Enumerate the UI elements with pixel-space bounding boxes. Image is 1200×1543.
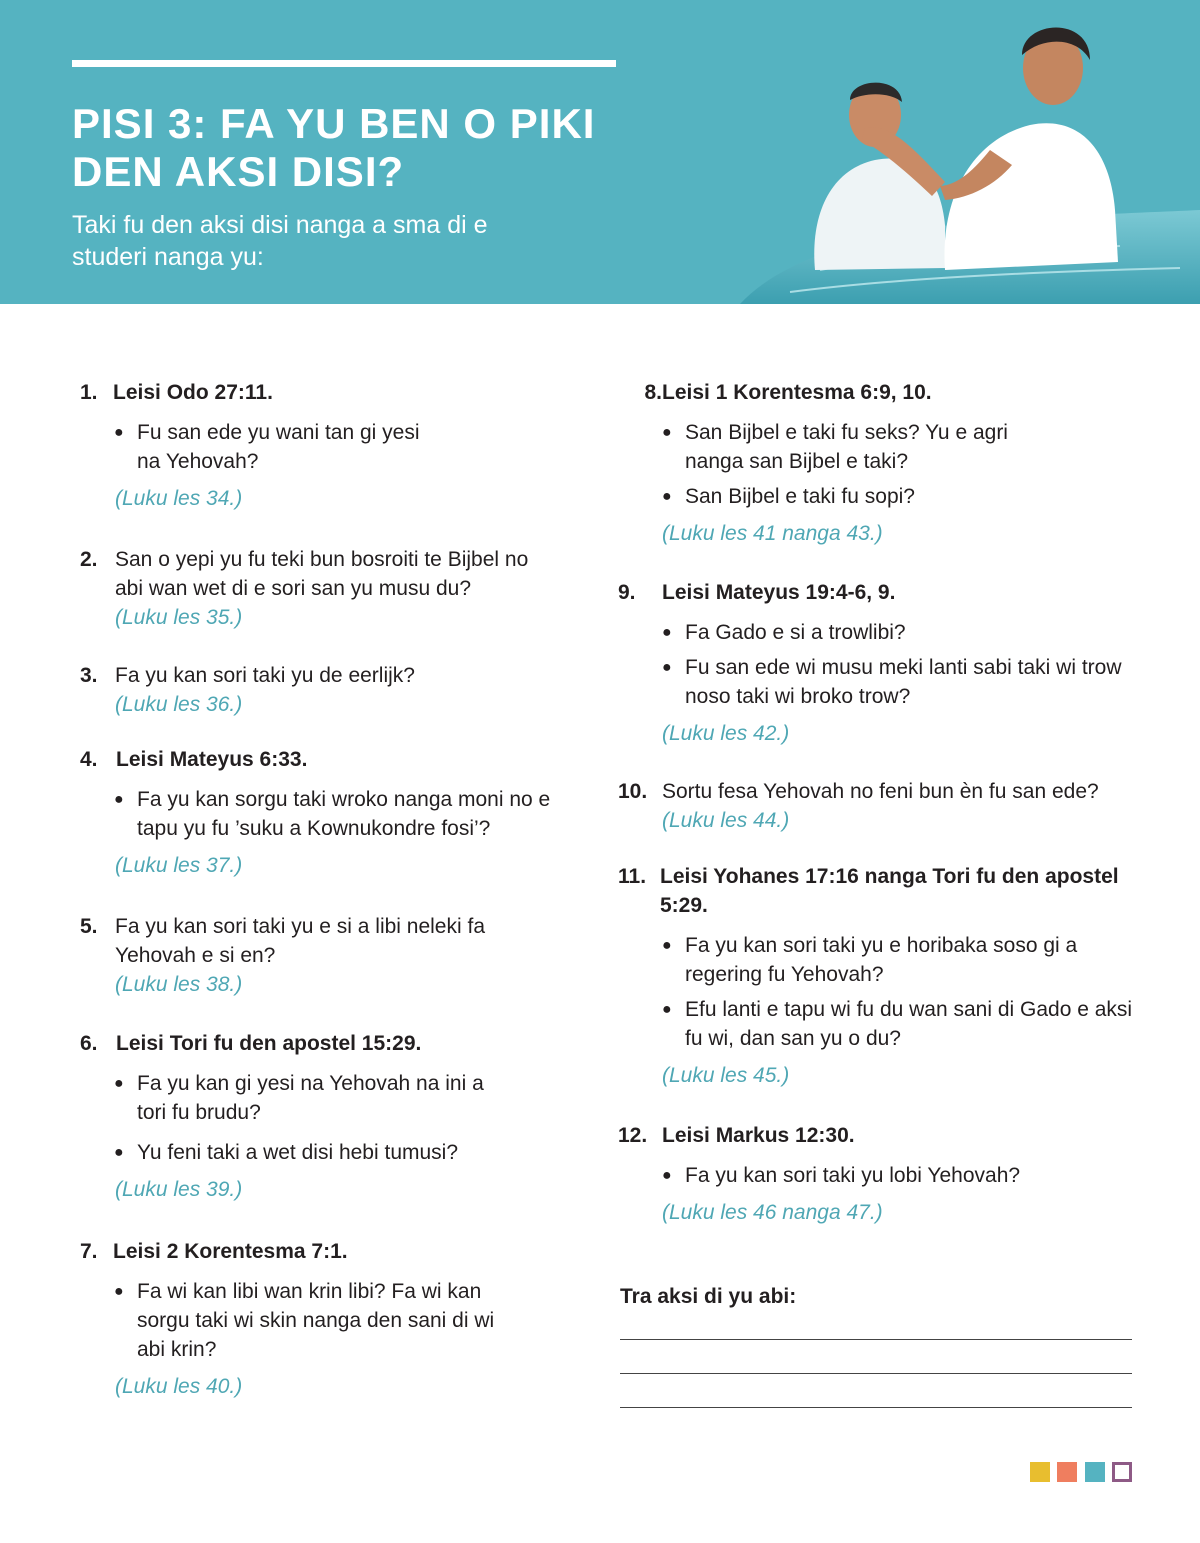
question-number: 10. [618, 780, 648, 803]
question-number: 2. [80, 548, 98, 571]
lesson-reference: (Luku les 35.) [115, 606, 243, 629]
question-number: 3. [80, 664, 98, 687]
lesson-reference: (Luku les 46 nanga 47.) [662, 1201, 883, 1224]
question-item [618, 1121, 1138, 1227]
other-questions-heading: Tra aksi di yu abi: [620, 1285, 797, 1308]
bullet-item: ● Fu san ede wi musu meki lanti sabi taki wi trow noso taki wi broko trow? [662, 656, 1122, 708]
question-number: 5. [80, 915, 98, 938]
bullet-item: ● Yu feni taki a wet disi hebi tumusi? [114, 1141, 459, 1164]
header-rule [72, 60, 616, 67]
question-text: San o yepi yu fu teki bun bosroiti te Bijbel no abi wan wet di e sori san yu musu du? [115, 548, 529, 600]
question-text: Leisi Tori fu den apostel 15:29. [116, 1032, 422, 1055]
progress-square-filled [1085, 1462, 1105, 1482]
lesson-reference: (Luku les 40.) [115, 1375, 243, 1398]
lesson-reference: (Luku les 42.) [662, 722, 790, 745]
bullet-item: ● Fu san ede yu wani tan gi yesi na Yehovah? [114, 421, 420, 473]
answer-line[interactable] [620, 1339, 1132, 1340]
question-number: 8. [644, 381, 662, 404]
question-item [618, 862, 1138, 1090]
question-text: Leisi Yohanes 17:16 nanga Tori fu den apostel 5:29. [660, 865, 1119, 917]
question-item [80, 378, 580, 513]
question-item [618, 378, 1138, 548]
bullet-item: ● Fa yu kan gi yesi na Yehovah na ini a tori fu brudu? [114, 1072, 484, 1124]
lesson-reference: (Luku les 39.) [115, 1178, 243, 1201]
bullet-item: ● Fa wi kan libi wan krin libi? Fa wi kan sorgu taki wi skin nanga den sani di wi abi krin? [114, 1280, 495, 1361]
question-text: Leisi 2 Korentesma 7:1. [113, 1240, 348, 1263]
question-text: Leisi Mateyus 19:4-6, 9. [662, 581, 896, 604]
question-item [618, 777, 1138, 835]
lesson-reference: (Luku les 45.) [662, 1064, 790, 1087]
bullet-item: ● Fa yu kan sori taki yu lobi Yehovah? [662, 1164, 1021, 1187]
lesson-reference: (Luku les 41 nanga 43.) [662, 522, 883, 545]
question-item [80, 912, 580, 999]
question-text: Fa yu kan sori taki yu de eerlijk? [115, 664, 415, 687]
question-item [618, 578, 1138, 748]
question-number: 1. [80, 381, 98, 404]
lesson-reference: (Luku les 36.) [115, 693, 243, 716]
answer-line[interactable] [620, 1373, 1132, 1374]
question-item [80, 745, 580, 880]
question-text: Fa yu kan sori taki yu e si a libi neleki fa Yehovah e si en? [115, 915, 486, 967]
progress-square-filled [1057, 1462, 1077, 1482]
lesson-reference: (Luku les 37.) [115, 854, 243, 877]
question-number: 7. [80, 1240, 98, 1263]
question-number: 12. [618, 1124, 648, 1147]
bullet-item: ● Fa Gado e si a trowlibi? [662, 621, 906, 644]
progress-square-empty [1112, 1462, 1132, 1482]
question-item [80, 1237, 580, 1401]
bullet-item: ● Fa yu kan sorgu taki wroko nanga moni no e tapu yu fu ’suku a Kownukondre fosi’? [114, 788, 551, 840]
question-text: Leisi Odo 27:11. [113, 381, 273, 404]
question-item [80, 661, 580, 719]
question-number: 4. [80, 748, 98, 771]
question-text: Leisi Markus 12:30. [662, 1124, 855, 1147]
question-text: Leisi Mateyus 6:33. [116, 748, 308, 771]
question-item [80, 545, 580, 632]
question-number: 11. [618, 865, 647, 888]
bullet-item: ● San Bijbel e taki fu seks? Yu e agri nanga san Bijbel e taki? [662, 421, 1008, 473]
bullet-item: ● Fa yu kan sori taki yu e horibaka soso gi a regering fu Yehovah? [662, 934, 1078, 986]
bullet-item: ● San Bijbel e taki fu sopi? [662, 485, 915, 508]
progress-square-filled [1030, 1462, 1050, 1482]
question-text: Leisi 1 Korentesma 6:9, 10. [662, 381, 932, 404]
questions-left-column [80, 378, 580, 1401]
question-number: 9. [618, 581, 636, 604]
questions-right-column [618, 378, 1138, 1227]
question-text: Sortu fesa Yehovah no feni bun èn fu san ede? [662, 780, 1099, 803]
question-item [80, 1029, 580, 1204]
lesson-reference: (Luku les 44.) [662, 809, 790, 832]
bullet-item: ● Efu lanti e tapu wi fu du wan sani di Gado e aksi fu wi, dan san yu o du? [662, 998, 1133, 1050]
lesson-reference: (Luku les 38.) [115, 973, 243, 996]
page-title: PISI 3: FA YU BEN O PIKI DEN AKSI DISI? [72, 100, 596, 195]
header-banner [0, 0, 1200, 304]
page-subtitle: Taki fu den aksi disi nanga a sma di e studeri nanga yu: [72, 211, 488, 271]
question-number: 6. [80, 1032, 98, 1055]
baptism-illustration [700, 0, 1200, 304]
lesson-reference: (Luku les 34.) [115, 487, 243, 510]
answer-line[interactable] [620, 1407, 1132, 1408]
